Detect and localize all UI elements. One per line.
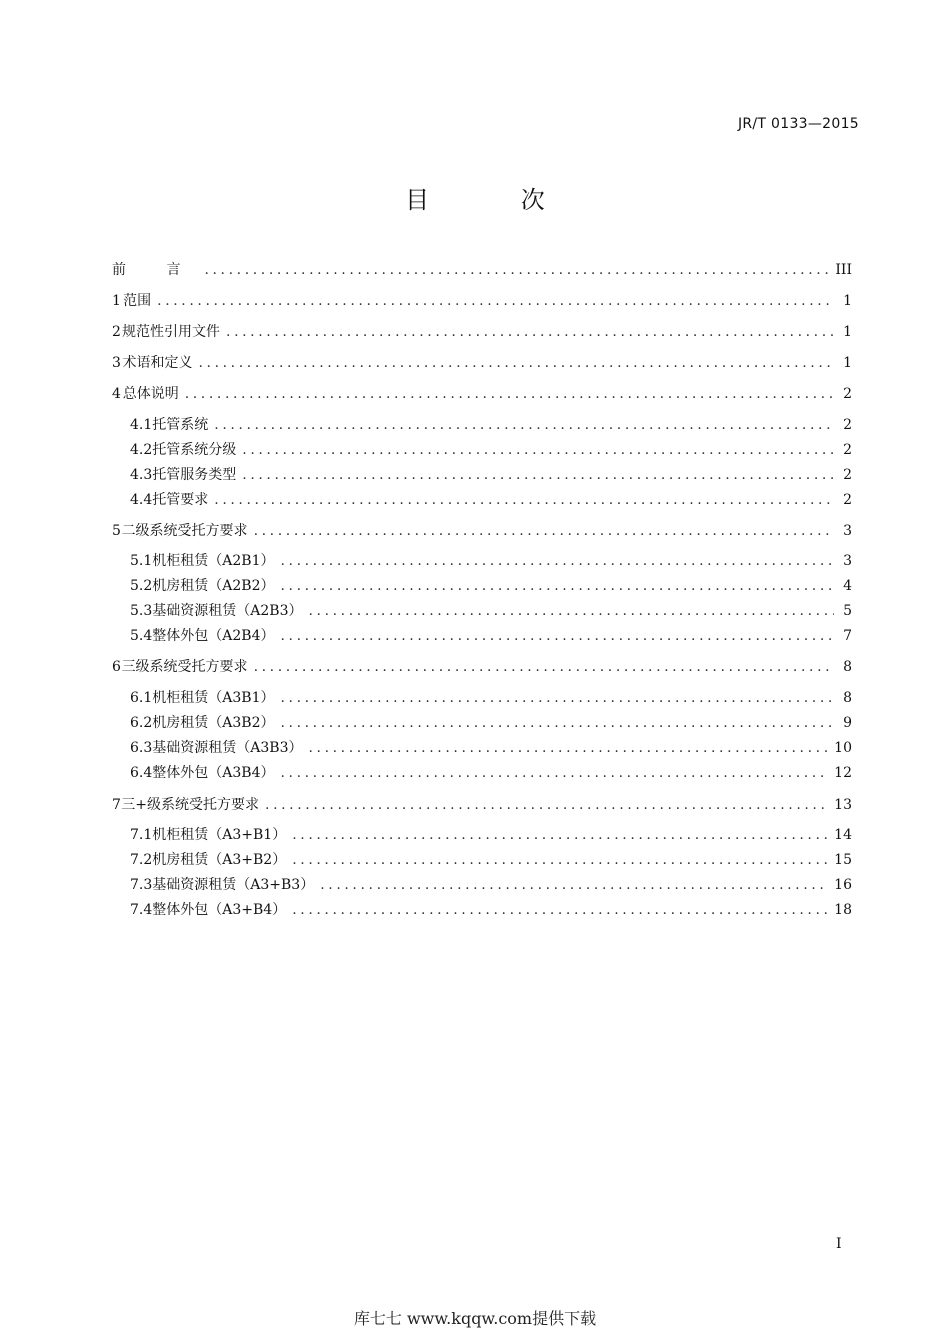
- dot-leader: [265, 794, 828, 816]
- toc-entry-number: 7.3: [130, 877, 153, 893]
- toc-entry[interactable]: [130, 625, 852, 647]
- toc-entry-page: 16: [834, 877, 852, 893]
- toc-entry-number: 6.1: [130, 690, 153, 706]
- toc-entry-label: 托管系统: [152, 417, 209, 433]
- toc-entry-page: 12: [834, 765, 852, 781]
- download-watermark: 库七七 www.kqqw.com提供下载: [353, 1309, 597, 1328]
- toc-entry-label: 机房租赁（A3B2）: [152, 715, 275, 731]
- toc-entry-label: 托管系统分级: [152, 442, 237, 458]
- dot-leader: [214, 489, 834, 511]
- dot-leader: [204, 259, 829, 281]
- toc-entry-page: 2: [843, 492, 852, 508]
- toc-entry-label: 机房租赁（A2B2）: [152, 578, 275, 594]
- toc-entry-label: 总体说明: [122, 386, 179, 402]
- toc-entry[interactable]: [130, 737, 852, 759]
- dot-leader: [198, 352, 834, 374]
- dot-leader: [280, 712, 834, 734]
- toc-entry-number: 7.2: [130, 852, 153, 868]
- toc-entry-number: 5.4: [130, 628, 153, 644]
- dot-leader: [214, 414, 834, 436]
- toc-entry-page: III: [835, 262, 852, 278]
- toc-entry[interactable]: [112, 383, 852, 405]
- page-number: I: [836, 1236, 842, 1252]
- toc-entry-number: 5.1: [130, 553, 153, 569]
- toc-entry[interactable]: [112, 321, 852, 343]
- dot-leader: [280, 762, 828, 784]
- dot-leader: [242, 439, 834, 461]
- toc-entry-label: 机柜租赁（A3B1）: [152, 690, 275, 706]
- toc-entry[interactable]: [112, 352, 852, 374]
- toc-entry-number: 4.4: [130, 492, 153, 508]
- toc-entry-label: 基础资源租赁（A2B3）: [152, 603, 303, 619]
- dot-leader: [157, 290, 834, 312]
- toc-entry[interactable]: [130, 874, 852, 896]
- toc-entry[interactable]: [130, 575, 852, 597]
- toc-entry-page: 10: [834, 740, 852, 756]
- dot-leader: [242, 464, 834, 486]
- toc-entry-label: 范围: [123, 293, 152, 309]
- dot-leader: [280, 575, 834, 597]
- toc-entry-label: 三级系统受托方要求: [121, 659, 248, 675]
- toc-entry-page: 8: [843, 659, 852, 675]
- toc-entry-page: 3: [843, 553, 852, 569]
- toc-entry[interactable]: [130, 712, 852, 734]
- toc-entry-page: 2: [843, 386, 852, 402]
- toc-entry-number: 5.2: [130, 578, 153, 594]
- toc-entry-page: 2: [843, 417, 852, 433]
- dot-leader: [185, 383, 834, 405]
- toc-entry-label: 二级系统受托方要求: [121, 523, 248, 539]
- toc-entry-label: 机柜租赁（A2B1）: [152, 553, 275, 569]
- toc-entry-label: 基础资源租赁（A3B3）: [152, 740, 303, 756]
- toc-entry[interactable]: [130, 824, 852, 846]
- toc-entry-number: 5.3: [130, 603, 153, 619]
- toc-entry-page: 13: [834, 797, 852, 813]
- toc-entry-label: 托管服务类型: [152, 467, 237, 483]
- toc-entry-label: 基础资源租赁（A3+B3）: [152, 877, 315, 893]
- dot-leader: [292, 899, 828, 921]
- toc-entry[interactable]: [130, 414, 852, 436]
- toc-entry-number: 7: [112, 797, 121, 813]
- toc-entry-page: 14: [834, 827, 852, 843]
- toc-entry-number: 4.3: [130, 467, 153, 483]
- toc-entry-label: 三+级系统受托方要求: [121, 797, 260, 813]
- toc-entry-label: 规范性引用文件: [122, 324, 221, 340]
- toc-entry-number: 6.3: [130, 740, 153, 756]
- toc-entry-number: 6.2: [130, 715, 153, 731]
- toc-entry[interactable]: [130, 489, 852, 511]
- toc-entry-number: 1: [112, 293, 121, 309]
- dot-leader: [292, 849, 828, 871]
- toc-entry-page: 15: [834, 852, 852, 868]
- toc-entry[interactable]: [112, 520, 852, 542]
- toc-entry-number: 4: [112, 386, 121, 402]
- toc-entry-page: 4: [843, 578, 852, 594]
- toc-title: 目 次: [405, 186, 587, 214]
- dot-leader: [280, 687, 834, 709]
- toc-entry-number: 4.1: [130, 417, 153, 433]
- toc-entry-page: 18: [834, 902, 852, 918]
- toc-entry-label: 前 言: [112, 262, 199, 278]
- toc-entry-label: 托管要求: [152, 492, 209, 508]
- toc-entry-page: 2: [843, 467, 852, 483]
- toc-entry[interactable]: [112, 656, 852, 678]
- toc-entry-number: 6.4: [130, 765, 153, 781]
- toc-entry-label: 机房租赁（A3+B2）: [152, 852, 287, 868]
- toc-entry-page: 5: [843, 603, 852, 619]
- toc-entry-number: 5: [112, 523, 121, 539]
- toc-entry-number: 7.4: [130, 902, 153, 918]
- toc-entry[interactable]: [112, 290, 852, 312]
- toc-entry-page: 8: [843, 690, 852, 706]
- toc-entry-number: 2: [112, 324, 121, 340]
- toc-entry[interactable]: [130, 687, 852, 709]
- toc-entry-number: 7.1: [130, 827, 153, 843]
- dot-leader: [320, 874, 828, 896]
- toc-entry[interactable]: [130, 439, 852, 461]
- toc-entry-number: 3: [112, 355, 121, 371]
- toc-entry-page: 1: [843, 324, 852, 340]
- toc-entry[interactable]: [130, 762, 852, 784]
- toc-entry-number: 6: [112, 659, 121, 675]
- document-code: JR/T 0133—2015: [737, 116, 859, 132]
- toc-entry-label: 整体外包（A2B4）: [152, 628, 275, 644]
- dot-leader: [226, 321, 834, 343]
- toc-entry[interactable]: [130, 600, 852, 622]
- dot-leader: [308, 737, 828, 759]
- dot-leader: [308, 600, 834, 622]
- toc-entry-label: 术语和定义: [122, 355, 193, 371]
- toc-entry-page: 1: [843, 293, 852, 309]
- toc-entry-label: 整体外包（A3B4）: [152, 765, 275, 781]
- toc-entry-number: 4.2: [130, 442, 153, 458]
- toc-entry-page: 7: [843, 628, 852, 644]
- toc-entry[interactable]: [112, 794, 852, 816]
- toc-entry-page: 1: [843, 355, 852, 371]
- toc-entry[interactable]: [130, 550, 852, 572]
- dot-leader: [280, 550, 834, 572]
- toc-entry-page: 9: [843, 715, 852, 731]
- toc-entry-label: 机柜租赁（A3+B1）: [152, 827, 287, 843]
- toc-entry-label: 整体外包（A3+B4）: [152, 902, 287, 918]
- toc-entry[interactable]: [112, 259, 852, 281]
- toc-entry[interactable]: [130, 849, 852, 871]
- dot-leader: [280, 625, 834, 647]
- toc-entry-page: 3: [843, 523, 852, 539]
- toc-entry[interactable]: [130, 899, 852, 921]
- dot-leader: [254, 656, 834, 678]
- toc-entry[interactable]: [130, 464, 852, 486]
- dot-leader: [292, 824, 828, 846]
- toc-entry-page: 2: [843, 442, 852, 458]
- dot-leader: [254, 520, 834, 542]
